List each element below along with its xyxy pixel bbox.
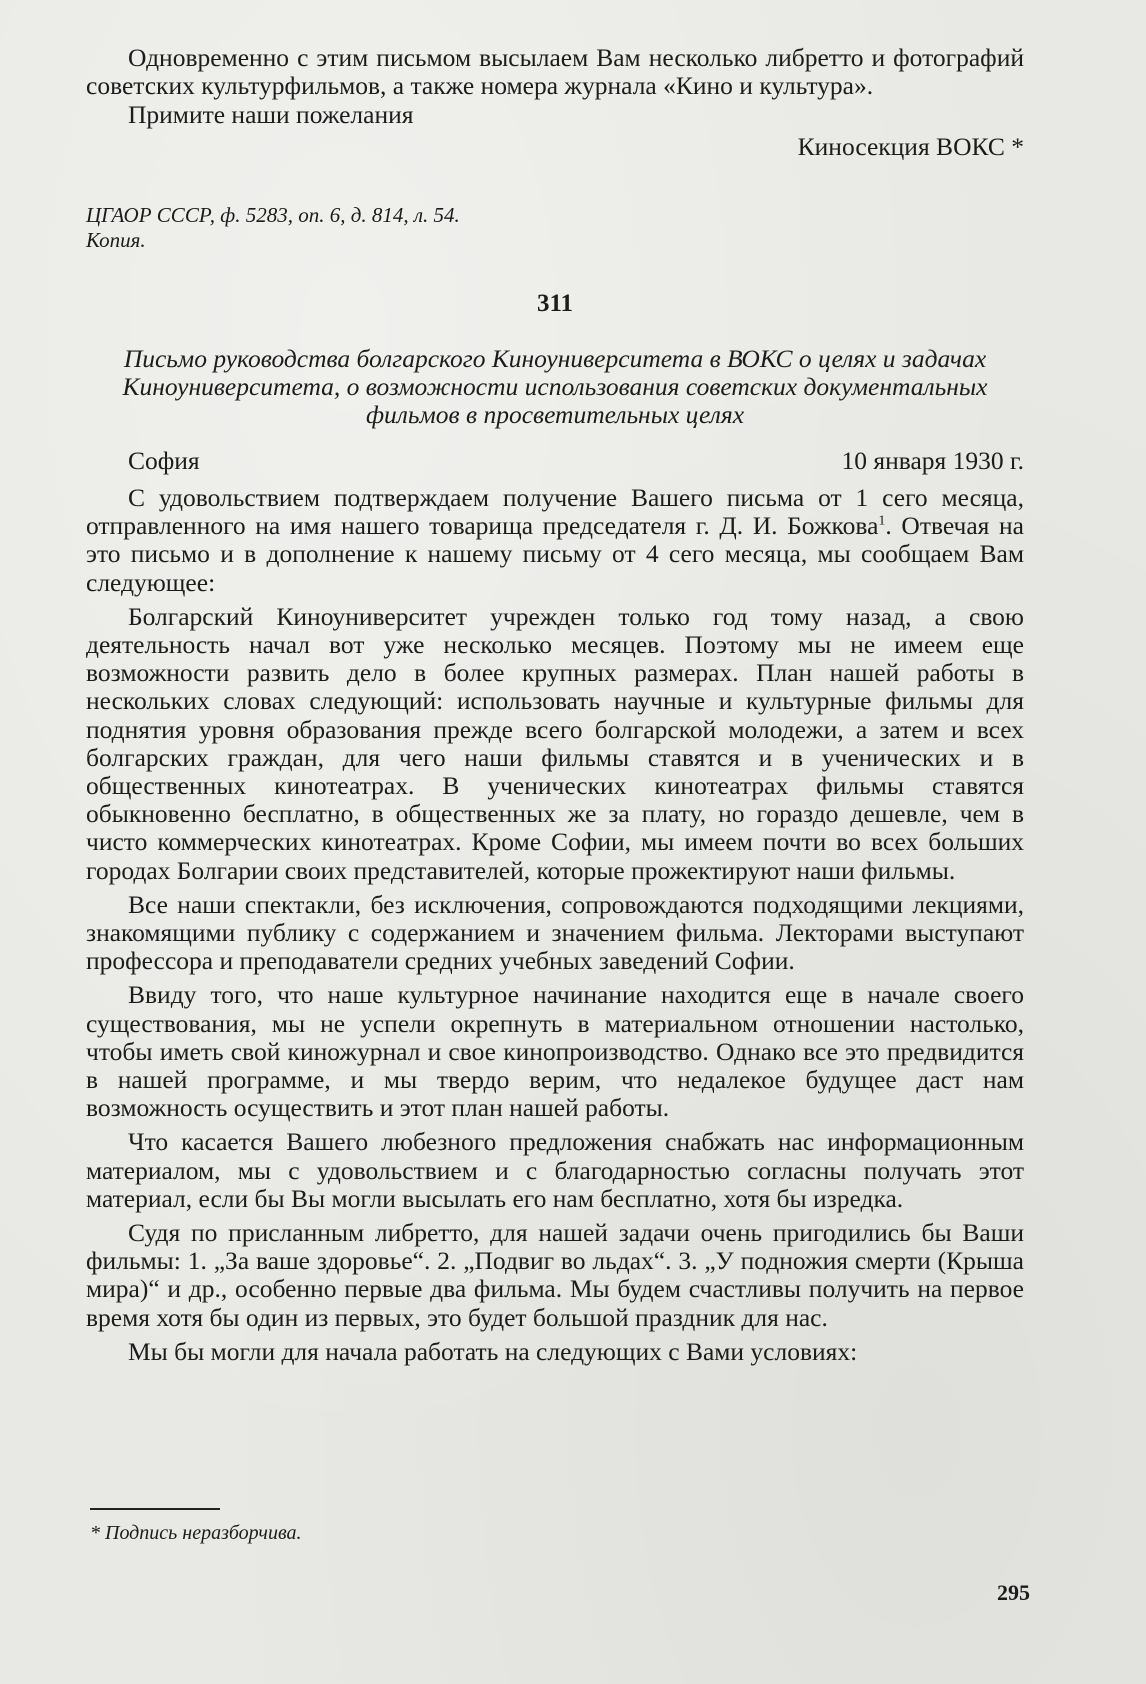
footnote-marker: 1 <box>878 513 886 529</box>
document-title-block <box>86 345 1024 429</box>
place-date-line <box>86 446 1024 476</box>
letter-paragraph-5: Что касается Вашего любезного предложения снабжать нас информационным материалом, мы с удовольствием и с благодарностью согласны получать этот материал, если бы Вы могли высылать его нам бесплатно, хотя бы изредка. <box>86 1127 1024 1213</box>
letter-paragraph-6: Судя по присланным либретто, для нашей задачи очень пригодились бы Ваши фильмы: 1. „За ваше здоровье“. 2. „Подвиг во льдах“. 3. „У подножия смерти (Крыша мира)“ и др., особенно первые два фильма. Мы будем счастливы получить на первое время хотя бы один из первых, это будет большой праздник для нас. <box>86 1218 1024 1332</box>
archive-reference: ЦГАОР СССР, ф. 5283, оп. 6, д. 814, л. 54. <box>86 203 460 227</box>
copy-note: Копия. <box>86 228 146 252</box>
document-number: 311 <box>536 290 574 317</box>
document-title: Письмо руководства болгарского Киноуниверситета в ВОКС о целях и задачах Киноуниверситета, о возможности использования советских документальных фильмов в просветительных целях <box>122 344 988 429</box>
letter-paragraph-2: Болгарский Киноуниверситет учрежден только год тому назад, а свою деятельность начал вот уже несколько месяцев. Поэтому мы не имеем еще возможности развить дело в более крупных размерах. План нашей работы в нескольких словах следующий: использовать научные и культурные фильмы для поднятия уровня образования прежде всего болгарской молодежи, а затем и всех болгарских граждан, для чего наши фильмы ставятся и в ученических и в общественных кинотеатрах. В ученических кинотеатрах фильмы ставятся обыкновенно бесплатно, в общественных же за плату, но гораздо дешевле, чем в чисто коммерческих кинотеатрах. Кроме Софии, мы имеем почти во всех больших городах Болгарии своих представителей, которые прожектируют наши фильмы. <box>86 601 1024 885</box>
archive-source <box>86 203 1024 253</box>
letter-paragraph-4: Ввиду того, что наше культурное начинание находится еще в начале своего существования, мы не успели окрепнуть в материальном отношении настолько, чтобы иметь свой киножурнал и свое кинопроизводство. Однако все это предвидится в нашей программе, и мы твердо верим, что недалекое будущее даст нам возможность осуществить и этот план нашей работы. <box>86 980 1024 1123</box>
letter-paragraph-7: Мы бы могли для начала работать на следующих с Вами условиях: <box>128 1336 858 1366</box>
closing-signature: Киносекция ВОКС * <box>797 131 1024 161</box>
document-place: София <box>128 446 200 475</box>
letter-paragraph-1: С удовольствием подтверждаем получение Вашего письма от 1 сего месяца, отправленного на имя нашего товарища председателя г. Д. И. Божкова$^1$. Отвечая на это письмо и в дополнение к нашему письму от 4 сего месяца, мы сообщаем Вам следующее: <box>86 483 1024 597</box>
document-date: 10 января 1930 г. <box>841 446 1024 475</box>
letter-body <box>86 484 1024 1366</box>
footnote-text: * Подпись неразборчива. <box>90 1522 302 1544</box>
footnote-rule <box>90 1508 220 1510</box>
closing-regards: Примите наши пожелания <box>128 100 414 130</box>
page-number: 295 <box>997 1580 1030 1605</box>
previous-document-ending <box>86 44 1024 161</box>
letter-paragraph-3: Все наши спектакли, без исключения, сопровождаются подходящими лекциями, знакомящими публику с содержанием и значением фильма. Лекторами выступают профессора и преподаватели средних учебных заведений Софии. <box>86 889 1024 976</box>
closing-paragraph: Одновременно с этим письмом высылаем Вам несколько либретто и фотографий советских культурфильмов, а также номера журнала «Кино и культура». <box>86 43 1024 101</box>
